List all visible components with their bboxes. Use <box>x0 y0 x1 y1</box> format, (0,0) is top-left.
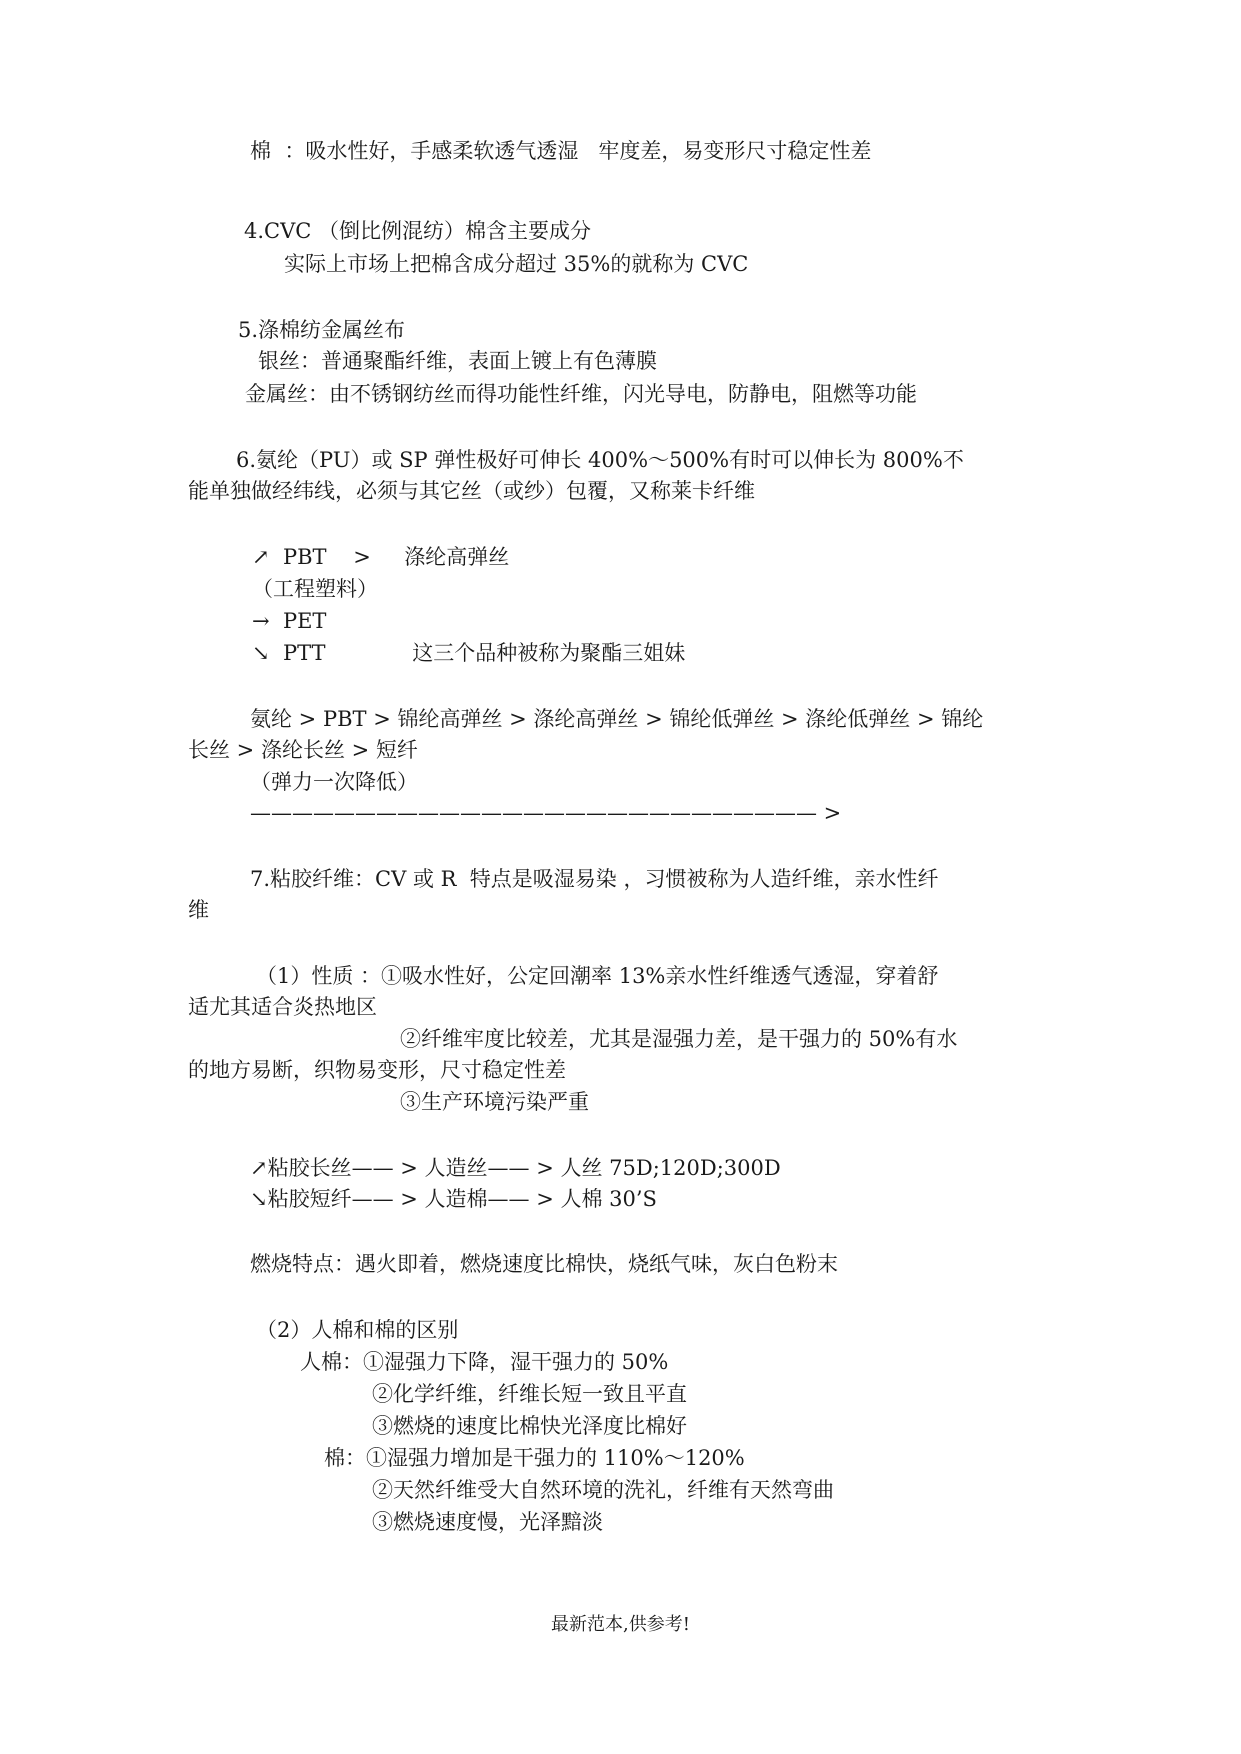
section-6-heading: 6.氨纶（PU）或 SP 弹性极好可伸长 400%～500%有时可以伸长为 800%不 <box>236 448 964 472</box>
ptt-line: ↘ PTT 这三个品种被称为聚酯三姐妹 <box>252 641 686 665</box>
properties-item-1: （1）性质 ：①吸水性好，公定回潮率 13%亲水性纤维透气透湿，穿着舒 <box>256 964 939 988</box>
comparison-heading: （2）人棉和棉的区别 <box>256 1318 459 1342</box>
cotton-properties-line: 棉 ：吸水性好，手感柔软透气透湿 牢度差，易变形尺寸稳定性差 <box>250 139 872 163</box>
section-4-heading: 4.CVC （倒比例混纺）棉含主要成分 <box>244 219 592 243</box>
rayon-item-2: ②化学纤维，纤维长短一致且平直 <box>372 1382 687 1406</box>
elasticity-ranking-continuation: 长丝 > 涤纶长丝 > 短纤 <box>188 738 418 762</box>
section-7-heading: 7.粘胶纤维：CV 或 R 特点是吸湿易染 ，习惯被称为人造纤维，亲水性纤 <box>250 867 939 891</box>
cotton-item-2: ②天然纤维受大自然环境的洗礼，纤维有天然弯曲 <box>372 1478 834 1502</box>
elasticity-note: （弹力一次降低） <box>250 770 418 794</box>
rayon-item-3: ③燃烧的速度比棉快光泽度比棉好 <box>372 1414 687 1438</box>
page-footer: 最新范本,供参考! <box>551 1614 690 1635</box>
section-6-continuation: 能单独做经纬线，必须与其它丝（或纱）包覆，又称莱卡纤维 <box>188 479 755 503</box>
engineering-plastic-line: （工程塑料） <box>252 577 378 601</box>
properties-item-1-continuation: 适尤其适合炎热地区 <box>188 995 377 1019</box>
section-5-heading: 5.涤棉纺金属丝布 <box>238 318 406 342</box>
burning-characteristics-line: 燃烧特点：遇火即着，燃烧速度比棉快，烧纸气味，灰白色粉末 <box>250 1252 838 1276</box>
properties-item-2-continuation: 的地方易断，织物易变形，尺寸稳定性差 <box>188 1058 566 1082</box>
cotton-item-1: 棉：①湿强力增加是干强力的 110%～120% <box>324 1446 745 1470</box>
cotton-item-3: ③燃烧速度慢，光泽黯淡 <box>372 1510 603 1534</box>
rayon-item-1: 人棉：①湿强力下降，湿干强力的 50% <box>300 1350 669 1374</box>
pet-line: → PET <box>252 609 327 633</box>
silver-thread-line: 银丝：普通聚酯纤维，表面上镀上有色薄膜 <box>258 349 657 373</box>
viscose-filament-line: ↗粘胶长丝—— > 人造丝—— > 人丝 75D;120D;300D <box>250 1156 781 1180</box>
pbt-line: ↗ PBT > 涤纶高弹丝 <box>252 545 510 569</box>
properties-item-2: ②纤维牢度比较差，尤其是湿强力差，是干强力的 50%有水 <box>400 1027 958 1051</box>
cvc-definition-line: 实际上市场上把棉含成分超过 35%的就称为 CVC <box>284 252 749 276</box>
properties-item-3: ③生产环境污染严重 <box>400 1090 589 1114</box>
section-7-continuation: 维 <box>188 898 209 922</box>
decreasing-arrow-line: ——————————————————————————— > <box>250 801 842 825</box>
metal-thread-line: 金属丝：由不锈钢纺丝而得功能性纤维，闪光导电，防静电，阻燃等功能 <box>245 382 917 406</box>
viscose-staple-line: ↘粘胶短纤—— > 人造棉—— > 人棉 30’S <box>250 1187 657 1211</box>
elasticity-ranking-line: 氨纶 > PBT > 锦纶高弹丝 > 涤纶高弹丝 > 锦纶低弹丝 > 涤纶低弹丝 > 锦纶 <box>250 707 984 731</box>
